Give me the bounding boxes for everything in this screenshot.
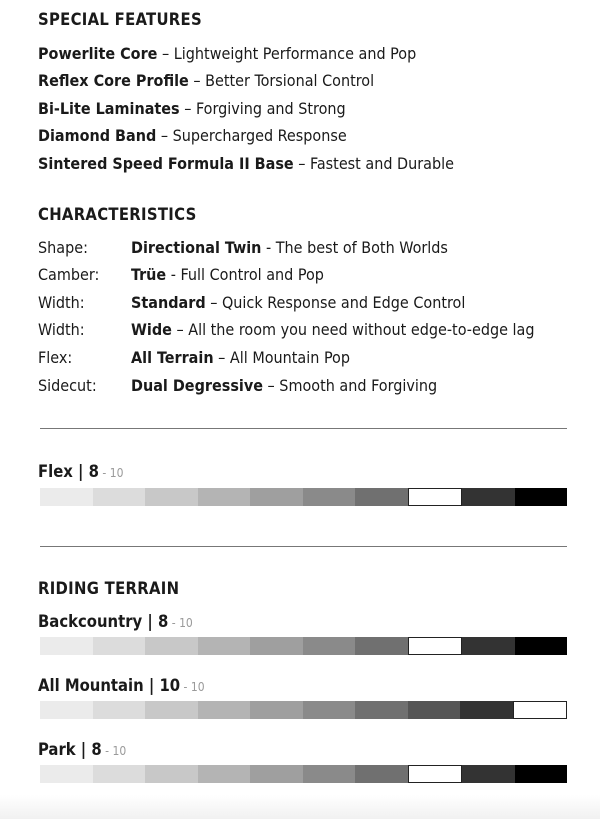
characteristic-label: Flex:	[38, 348, 73, 367]
characteristic-row	[38, 373, 437, 399]
rating-segment	[355, 637, 408, 655]
characteristic-desc: – Smooth and Forgiving	[262, 376, 438, 395]
characteristic-label: Width:	[38, 293, 85, 312]
characteristic-row	[38, 235, 448, 261]
characteristic-name: All Terrain	[131, 348, 214, 367]
rating-segment	[250, 488, 303, 506]
flex-rating-bar	[40, 488, 567, 506]
flex-scale-title	[38, 462, 123, 481]
feature-desc: – Supercharged Response	[156, 126, 347, 145]
rating-segment	[515, 765, 568, 783]
rating-segment	[93, 488, 146, 506]
park-scale-label: Park | 8	[38, 740, 102, 759]
rating-segment	[40, 637, 93, 655]
characteristic-label: Sidecut:	[38, 376, 97, 395]
rating-segment	[93, 765, 146, 783]
characteristic-row	[38, 290, 465, 316]
characteristics-heading: CHARACTERISTICS	[38, 205, 197, 224]
characteristic-desc: – Quick Response and Edge Control	[205, 293, 466, 312]
characteristic-name: Dual Degressive	[131, 376, 263, 395]
rating-segment	[303, 637, 356, 655]
rating-segment	[40, 701, 93, 719]
flex-scale-label: Flex | 8	[38, 462, 99, 481]
rating-segment	[462, 488, 515, 506]
backcountry-scale-max: - 10	[168, 616, 193, 630]
feature-desc: – Lightweight Performance and Pop	[157, 44, 417, 63]
rating-segment	[462, 765, 515, 783]
backcountry-scale-label: Backcountry | 8	[38, 612, 169, 631]
rating-segment	[198, 637, 251, 655]
rating-segment	[145, 765, 198, 783]
all-mountain-scale-label: All Mountain | 10	[38, 676, 181, 695]
backcountry-rating-bar	[40, 637, 567, 655]
feature-row	[38, 41, 416, 67]
feature-desc: – Better Torsional Control	[188, 71, 375, 90]
section-divider	[40, 428, 567, 429]
flex-scale-max: - 10	[98, 466, 124, 480]
all-mountain-scale-max: - 10	[180, 680, 205, 694]
rating-segment	[303, 488, 356, 506]
feature-name: Reflex Core Profile	[38, 71, 189, 90]
section-divider	[40, 546, 567, 547]
rating-segment	[198, 488, 251, 506]
all-mountain-rating-bar	[40, 701, 567, 719]
rating-segment	[145, 701, 198, 719]
special-features-heading: SPECIAL FEATURES	[38, 10, 202, 29]
rating-segment	[515, 637, 568, 655]
characteristic-desc: - Full Control and Pop	[166, 265, 324, 284]
feature-name: Bi-Lite Laminates	[38, 99, 180, 118]
characteristic-row	[38, 317, 535, 343]
rating-segment	[250, 637, 303, 655]
rating-segment	[145, 637, 198, 655]
characteristic-label: Width:	[38, 320, 85, 339]
characteristic-name: Standard	[131, 293, 206, 312]
characteristic-desc: – All the room you need without edge-to-edge lag	[171, 320, 535, 339]
feature-name: Diamond Band	[38, 126, 157, 145]
feature-desc: – Forgiving and Strong	[179, 99, 346, 118]
rating-segment	[303, 765, 356, 783]
rating-segment	[460, 701, 513, 719]
characteristic-name: Directional Twin	[131, 238, 262, 257]
characteristic-name: Trüe	[131, 265, 167, 284]
park-rating-bar	[40, 765, 567, 783]
rating-segment	[93, 701, 146, 719]
characteristic-label: Camber:	[38, 265, 100, 284]
characteristic-desc: – All Mountain Pop	[213, 348, 350, 367]
characteristic-row	[38, 262, 324, 288]
rating-segment	[462, 637, 515, 655]
rating-segment	[355, 488, 408, 506]
characteristic-name: Wide	[131, 320, 172, 339]
rating-segment	[408, 765, 463, 783]
rating-segment	[198, 701, 251, 719]
rating-segment	[515, 488, 568, 506]
feature-row	[38, 96, 346, 122]
rating-segment	[40, 488, 93, 506]
page-bottom-shade	[0, 795, 600, 819]
riding-terrain-heading: RIDING TERRAIN	[38, 579, 180, 598]
rating-segment	[93, 637, 146, 655]
rating-segment	[145, 488, 198, 506]
rating-segment	[303, 701, 356, 719]
rating-segment	[198, 765, 251, 783]
rating-segment	[408, 701, 461, 719]
rating-segment	[355, 765, 408, 783]
park-scale-max: - 10	[101, 744, 127, 758]
rating-segment	[355, 701, 408, 719]
all-mountain-scale-title	[38, 676, 205, 695]
rating-segment	[250, 765, 303, 783]
rating-segment	[408, 637, 463, 655]
rating-segment	[40, 765, 93, 783]
rating-segment	[408, 488, 463, 506]
characteristic-desc: - The best of Both Worlds	[261, 238, 448, 257]
park-scale-title	[38, 740, 126, 759]
feature-name: Sintered Speed Formula II Base	[38, 154, 294, 173]
feature-row	[38, 123, 347, 149]
backcountry-scale-title	[38, 612, 193, 631]
rating-segment	[513, 701, 568, 719]
characteristic-row	[38, 345, 350, 371]
feature-name: Powerlite Core	[38, 44, 158, 63]
feature-row	[38, 151, 454, 177]
feature-desc: – Fastest and Durable	[293, 154, 454, 173]
characteristic-label: Shape:	[38, 238, 88, 257]
rating-segment	[250, 701, 303, 719]
feature-row	[38, 68, 374, 94]
